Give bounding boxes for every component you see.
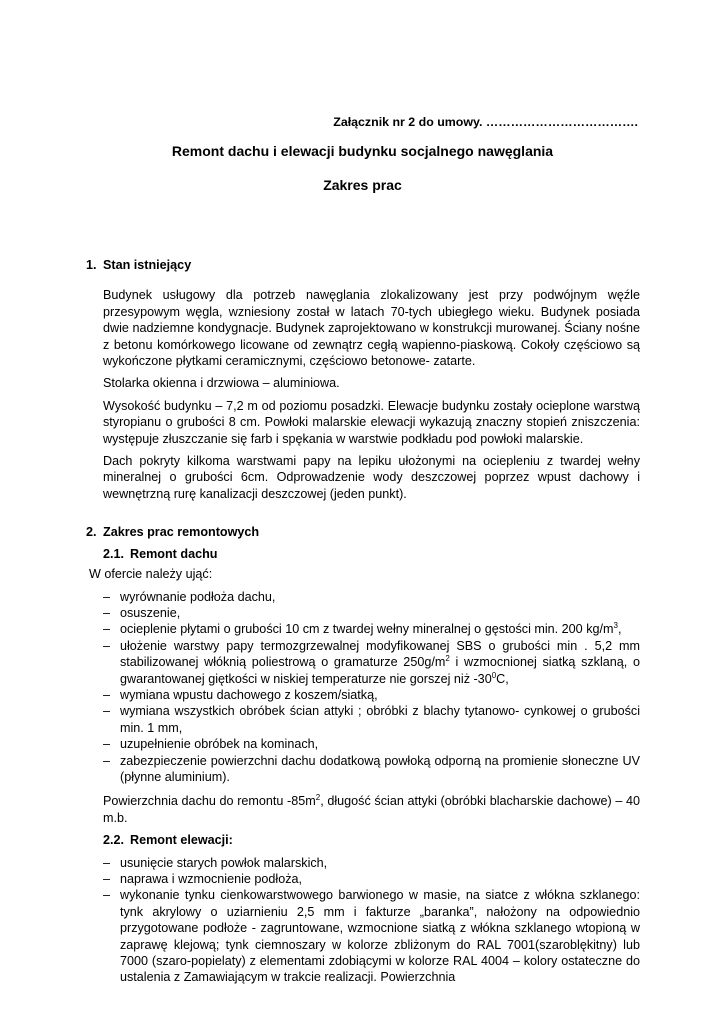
section-1-body (103, 287, 640, 502)
paragraph: Stolarka okienna i drzwiowa – aluminiowa. (103, 376, 340, 391)
section-number: 1. (86, 258, 97, 272)
bullet-dash: – (103, 855, 111, 870)
subsection-number: 2.2. (103, 833, 125, 848)
bullet-dash: – (103, 704, 111, 719)
document-subtitle: Zakres prac (323, 177, 402, 193)
list-item (103, 605, 640, 621)
list-item-text (120, 638, 640, 687)
list-item-text: zabezpieczenie powierzchni dachu dodatkową powłoką odporną na promienie słoneczne UV (płynne aluminium). (120, 753, 640, 784)
facade-works-list (103, 855, 640, 986)
roof-works-list (103, 589, 640, 786)
document-content (86, 257, 640, 986)
text-part: Powierzchnia dachu do remontu -85m (103, 794, 316, 809)
bullet-dash: – (103, 638, 111, 653)
list-item (103, 871, 640, 887)
superscript: 3 (613, 621, 618, 631)
list-item-text (120, 621, 640, 637)
bullet-dash: – (103, 888, 111, 903)
list-item (103, 855, 640, 871)
subsection-number: 2.1. (103, 546, 125, 561)
superscript: 2 (445, 653, 450, 663)
paragraph: Budynek usługowy dla potrzeb nawęglania zlokalizowany jest przy podwójnym węźle przesypowym węgla, wzniesiony został w latach 70-tych ubiegłego wieku. Budynek posiada dwie nadziemne kondygnacje. Budynek zaprojektowano w konstrukcji murowanej. Ściany nośne z betonu komórkowego licowane od zewnątrz cegłą wapienno-piaskową. Cokoły częściowo są wykończone płytkami ceramicznymi, częściowo betonowe- zatarte. (103, 288, 640, 369)
list-item (103, 736, 640, 752)
list-item-text: osuszenie, (120, 605, 181, 620)
list-item (103, 638, 640, 687)
bullet-dash: – (103, 605, 111, 620)
text-part: , (617, 622, 622, 637)
list-item-text: usunięcie starych powłok malarskich, (120, 855, 328, 870)
list-item-text: naprawa i wzmocnienie podłoża, (120, 872, 303, 886)
bullet-dash: – (103, 687, 111, 702)
list-item-text: wymiana wszystkich obróbek ścian attyki ; obróbki z blachy tytanowo- cynkowej o grubości min. 1 mm, (120, 704, 640, 735)
subsection-heading-2-1 (103, 546, 640, 562)
list-item-text: wymiana wpustu dachowego z koszem/siatką, (120, 687, 378, 702)
text-part: ocieplenie płytami o grubości 10 cm z twardej wełny mineralnej o gęstości min. 200 kg/m (120, 622, 614, 637)
list-item (103, 753, 640, 786)
list-item (103, 621, 640, 637)
section-title: Zakres prac remontowych (103, 525, 260, 540)
section-title: Stan istniejący (103, 258, 192, 272)
list-item-text: uzupełnienie obróbek na kominach, (120, 737, 319, 752)
section-heading-2 (86, 524, 640, 540)
bullet-dash: – (103, 589, 111, 604)
intro-line: W ofercie należy ująć: (89, 567, 213, 582)
superscript: 2 (315, 793, 321, 803)
list-item (103, 703, 640, 736)
bullet-dash: – (103, 753, 111, 768)
section-heading-1 (86, 257, 640, 273)
list-item-text: wyrównanie podłoża dachu, (120, 589, 276, 604)
paragraph: Wysokość budynku – 7,2 m od poziomu posadzki. Elewacje budynku zostały ocieplone warstwą styropianu o grubości 8 cm. Powłoki malarskie elewacji wykazują znaczny stopień zniszczenia: występuje złuszczanie się farb i spękania w warstwie podkładu pod powłoki malarskie. (103, 398, 640, 446)
subsection-title: Remont dachu (130, 546, 218, 561)
subsection-heading-2-2 (103, 832, 640, 848)
bullet-dash: – (103, 622, 111, 637)
roof-area-note (103, 793, 640, 826)
subsection-title: Remont elewacji: (130, 833, 233, 848)
document-title: Remont dachu i elewacji budynku socjalnego nawęglania (171, 143, 554, 159)
list-item (103, 687, 640, 703)
list-item (103, 887, 640, 985)
text-part: i wzmocnionej siatką szklaną, o gwarantowanej giętkości w niskiej temperaturze nie gorszej niż -30 (120, 655, 640, 686)
annex-reference: Załącznik nr 2 do umowy. ………………………………. (333, 115, 638, 129)
text-part: , długość ścian attyki (obróbki blacharskie dachowe) – 40 m.b. (103, 794, 640, 825)
list-item (103, 589, 640, 605)
bullet-dash: – (103, 872, 111, 886)
text-part: C, (496, 671, 509, 686)
superscript: 0 (491, 670, 497, 680)
list-item-text: wykonanie tynku cienkowarstwowego barwionego w masie, na siatce z włókna szklanego: tynk akrylowy o uziarnieniu 2,5 mm i fakturze „baranka”, nałożony na odpowiednio przygotowane podłoże - zagruntowane, wzmocnione siatką z włókna szklanego wtopioną w zaprawę klejową; tynk ciemnoszary w kolorze zbliżonym do RAL 7001(szaroblękitny) lub 7000 (szaro-popielaty) z elementami zdobiącymi w kolorze RAL 4004 – kolory ostateczne do ustalenia z Zamawiającym w trakcie realizacji. Powierzchnia (120, 888, 640, 985)
section-number: 2. (86, 525, 97, 540)
bullet-dash: – (103, 737, 111, 752)
paragraph: Dach pokryty kilkoma warstwami papy na lepiku ułożonymi na ociepleniu z twardej wełny mineralnej o grubości 6cm. Odprowadzenie wody deszczowej poprzez wpust dachowy i wewnętrzną rurę kanalizacji deszczowej (jeden punkt). (103, 454, 640, 501)
text-part: ułożenie warstwy papy termozgrzewalnej modyfikowanej SBS o grubości min . 5,2 mm stabilizowanej włóknią poliestrową o gramaturze 250g/m (120, 638, 640, 670)
